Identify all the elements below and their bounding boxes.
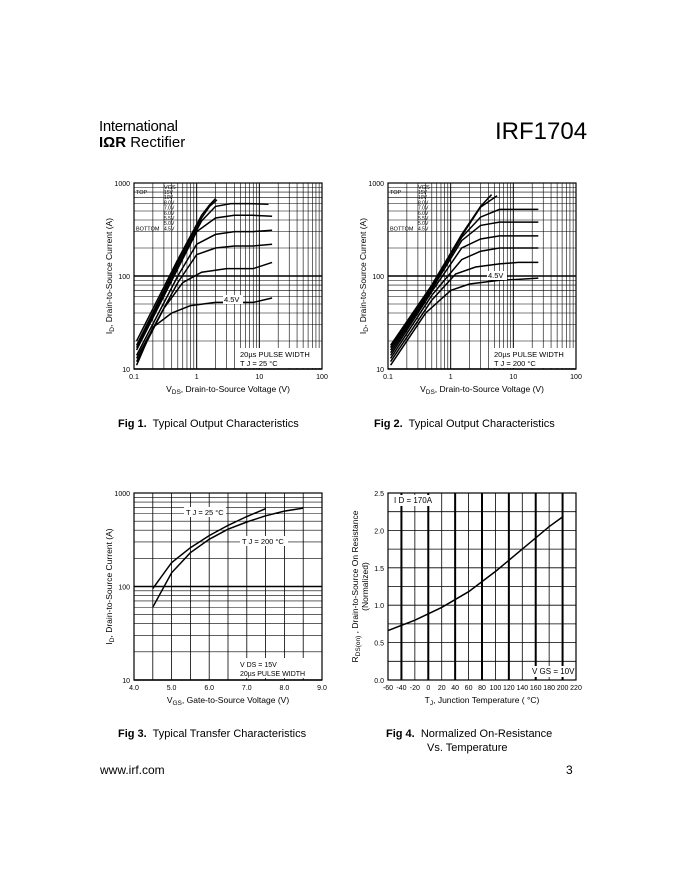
fig3-ytick-label: 10 bbox=[122, 678, 130, 685]
fig3-chart bbox=[104, 491, 327, 707]
fig2-grid bbox=[388, 183, 576, 369]
fig1-legend-value: 6.0V bbox=[164, 210, 175, 217]
fig2-legend-value: 4.5V bbox=[418, 226, 429, 233]
footer-url[interactable]: www.irf.com bbox=[100, 763, 165, 777]
fig4-grid bbox=[388, 493, 576, 680]
fig1-xlabel: $V_{DS}$, Drain-to-Source Voltage (V) bbox=[166, 384, 290, 396]
fig4-xtick-label: 140 bbox=[516, 685, 529, 692]
fig4-xtick-label: -20 bbox=[409, 685, 420, 692]
fig4-xtick-label: 200 bbox=[556, 685, 569, 692]
fig2-legend-value: 5.0V bbox=[418, 221, 429, 228]
fig1-legend-header: VGS bbox=[164, 185, 176, 191]
part-number: IRF1704 bbox=[495, 118, 588, 145]
fig1-note1: 20µs PULSE WIDTH bbox=[240, 350, 310, 359]
fig4-caption-line2: Vs. Temperature bbox=[427, 742, 508, 754]
fig3-label-200: T J = 200 °C bbox=[242, 537, 284, 546]
fig4-caption: Fig 4. Normalized On-Resistance bbox=[386, 728, 553, 740]
fig2-legend-header: VGS bbox=[418, 185, 430, 191]
fig2-ytick-label: 100 bbox=[372, 274, 384, 281]
fig2-note1: 20µs PULSE WIDTH bbox=[494, 350, 564, 359]
fig4-ytick-label: 1.5 bbox=[374, 565, 384, 573]
fig3-xtick-label: 9.0 bbox=[317, 685, 327, 692]
fig1-ytick-label: 100 bbox=[118, 274, 130, 281]
fig3-xtick-label: 5.0 bbox=[166, 685, 177, 692]
fig4-xtick-label: 20 bbox=[437, 685, 446, 692]
fig4-ytick-label: 0.5 bbox=[374, 640, 384, 648]
fig4-xtick-label: -40 bbox=[396, 685, 407, 692]
fig2-xtick-label: 100 bbox=[570, 374, 582, 381]
fig1-legend-value: 15V bbox=[164, 190, 173, 196]
fig1-legend-top: TOP bbox=[136, 190, 148, 196]
fig4-ytick-label: 2.0 bbox=[374, 528, 384, 536]
fig2-caption: Fig 2. Typical Output Characteristics bbox=[374, 418, 555, 430]
fig3-note1: V DS = 15V bbox=[240, 662, 277, 669]
fig1-xtick-label: 100 bbox=[316, 374, 328, 381]
fig1-ylabel: $I_D$, Drain-to-Source Current (A) bbox=[104, 217, 116, 335]
fig3-ytick-label: 1000 bbox=[114, 491, 130, 498]
fig1-note2: T J = 25 °C bbox=[240, 359, 278, 368]
fig1-caption: Fig 1. Typical Output Characteristics bbox=[118, 418, 299, 430]
fig3-ylabel: $I_D$, Drain-to-Source Current (A) bbox=[104, 528, 116, 645]
fig3-xtick-label: 7.0 bbox=[241, 685, 252, 692]
fig4-xtick-label: -60 bbox=[382, 685, 394, 692]
fig4-xtick-label: 60 bbox=[464, 685, 473, 692]
fig3-grid bbox=[134, 493, 322, 680]
fig4-ylabel-line2: (Normalized) bbox=[360, 562, 370, 611]
fig2-legend-value: 15V bbox=[418, 190, 427, 196]
fig1-ytick-label: 1000 bbox=[114, 181, 130, 188]
fig3-note2: 20µs PULSE WIDTH bbox=[240, 671, 306, 678]
fig2-ylabel: $I_D$, Drain-to-Source Current (A) bbox=[358, 217, 370, 335]
fig2-ytick-label: 10 bbox=[376, 367, 384, 374]
fig2-note2: T J = 200 °C bbox=[494, 359, 536, 368]
fig4-xtick-label: 160 bbox=[529, 685, 542, 692]
fig2-legend-value: 10V bbox=[418, 195, 427, 202]
fig4-xtick-label: 120 bbox=[503, 685, 515, 692]
fig3-xtick-label: 8.0 bbox=[279, 685, 290, 692]
fig2-legend-value: 7.0V bbox=[418, 205, 429, 212]
fig2-legend-top: TOP bbox=[390, 190, 402, 196]
fig1-xtick-label: 10 bbox=[255, 374, 264, 381]
fig2-ytick-label: 1000 bbox=[368, 181, 384, 188]
fig1-ytick-label: 10 bbox=[122, 367, 130, 374]
fig4-ylabel: $R_{DS(on)}$ , Drain-to-Source On Resistance bbox=[350, 510, 362, 663]
fig1-legend-bottom: BOTTOM bbox=[136, 226, 160, 233]
fig2-xtick-label: 1 bbox=[448, 374, 453, 381]
fig2-xtick-label: 10 bbox=[509, 374, 518, 381]
fig4-chart bbox=[350, 491, 582, 707]
fig1-annotation: 4.5V bbox=[224, 295, 240, 304]
fig4-xtick-label: 40 bbox=[451, 685, 460, 692]
fig2-series-60V bbox=[391, 236, 539, 356]
fig4-label-id: I D = 170A bbox=[394, 496, 433, 505]
fig4-xtick-label: 220 bbox=[570, 685, 582, 692]
fig2-xtick-label: 0.1 bbox=[383, 374, 393, 381]
fig1-legend-value: 5.0V bbox=[164, 221, 175, 228]
fig1-xtick-label: 0.1 bbox=[129, 374, 139, 381]
fig1-legend-value: 8.0V bbox=[164, 200, 175, 207]
fig1-legend-value: 7.0V bbox=[164, 205, 175, 212]
fig2-xlabel: $V_{DS}$, Drain-to-Source Voltage (V) bbox=[420, 384, 544, 396]
fig3-xtick-label: 4.0 bbox=[129, 685, 139, 692]
logo-brand: IΩR bbox=[99, 134, 127, 151]
fig1-legend-value: 4.5V bbox=[164, 226, 175, 233]
fig2-legend-bottom: BOTTOM bbox=[390, 226, 414, 233]
fig1-series-60V bbox=[137, 230, 273, 355]
fig4-xtick-label: 100 bbox=[489, 685, 502, 692]
fig1-legend-value: 10V bbox=[164, 195, 173, 202]
fig2-annotation: 4.5V bbox=[488, 271, 504, 280]
fig2-legend-value: 8.0V bbox=[418, 200, 429, 207]
fig4-xlabel: $T_J$, Junction Temperature ( °C) bbox=[424, 695, 540, 707]
fig3-ytick-label: 100 bbox=[118, 584, 130, 592]
page-number: 3 bbox=[566, 763, 573, 777]
logo-rectifier-text: Rectifier bbox=[130, 134, 186, 151]
fig1-xtick-label: 1 bbox=[194, 374, 199, 381]
fig4-xtick-label: 80 bbox=[478, 685, 486, 692]
fig1-series-70V bbox=[137, 215, 273, 350]
fig4-ytick-label: 0.0 bbox=[374, 678, 384, 685]
fig3-caption: Fig 3. Typical Transfer Characteristics bbox=[118, 728, 307, 740]
fig2-series-55V bbox=[391, 248, 539, 358]
fig1-series-50V bbox=[137, 262, 273, 361]
fig2-legend-value: 6.0V bbox=[418, 210, 429, 217]
fig1-grid bbox=[134, 183, 322, 369]
fig3-xtick-label: 6.0 bbox=[204, 685, 215, 692]
fig4-xtick-label: 180 bbox=[543, 685, 555, 692]
fig4-xtick-label: 0 bbox=[426, 685, 431, 692]
fig1-legend-value: 5.5V bbox=[164, 216, 175, 222]
fig3-label-25: T J = 25 °C bbox=[186, 508, 224, 517]
fig4-ytick-label: 2.5 bbox=[374, 491, 384, 498]
fig2-legend-value: 5.5V bbox=[418, 216, 429, 222]
fig1-chart bbox=[104, 181, 328, 396]
fig2-chart bbox=[358, 181, 582, 396]
fig4-ytick-label: 1.0 bbox=[374, 603, 384, 611]
logo-international: International bbox=[99, 118, 178, 135]
fig4-label-vgs: V GS = 10V bbox=[532, 667, 575, 676]
fig3-xlabel: $V_{GS}$, Gate-to-Source Voltage (V) bbox=[166, 695, 290, 707]
